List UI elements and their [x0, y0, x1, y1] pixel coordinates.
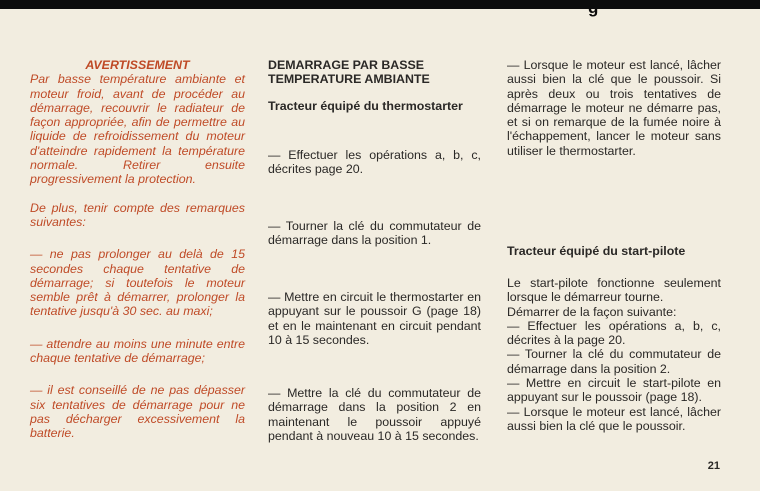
thermostarter-column: [268, 58, 481, 443]
section-heading: DEMARRAGE PAR BASSE TEMPERATURE AMBIANTE: [268, 58, 430, 87]
warning-paragraph-1: Par basse température ambiante et moteur froid, avant de procéder au démarrage, recouvrir le radiateur de façon appropriée, afin de permettre au liquide de refroidissement du moteur d'atteindre rapidement la température normale. Retirer ensuite progressivement la protection.: [30, 72, 245, 187]
header-glyph: g: [588, 0, 599, 17]
startpilot-step-3: — Mettre en circuit le start-pilote en appuyant sur le poussoir (page 18).: [507, 376, 721, 405]
warning-title: AVERTISSEMENT: [85, 58, 190, 72]
startpilot-body: [507, 276, 721, 433]
thermostarter-subheading: Tracteur équipé du thermostarter: [268, 98, 463, 113]
top-black-bar: [0, 0, 760, 9]
startpilot-intro-1: Le start-pilote fonctionne seulement lorsque le démarreur tourne.: [507, 276, 721, 305]
startpilot-intro-2: Démarrer de la façon suivante:: [507, 304, 677, 319]
warning-item-1: — ne pas prolonger au delà de 15 secondes chaque tentative de démarrage; si toutefois le moteur semble prêt à démarrer, prolonger la tentative jusqu'à 30 sec. au maxi;: [30, 247, 245, 319]
startpilot-step-1: — Effectuer les opérations a, b, c, décrites à la page 20.: [507, 318, 721, 348]
startpilot-subheading: Tracteur équipé du start-pilote: [507, 244, 686, 258]
warning-item-2: — attendre au moins une minute entre chaque tentative de démarrage;: [30, 336, 245, 366]
warning-item-3: — il est conseillé de ne pas dépasser six tentatives de démarrage pour ne pas décharger excessivement la batterie.: [30, 383, 245, 441]
thermo-step-4: — Mettre la clé du commutateur de démarrage dans la position 2 en maintenant le poussoir appuyé pendant à nouveau 10 à 15 secondes.: [268, 386, 481, 443]
startpilot-step-4: — Lorsque le moteur est lancé, lâcher aussi bien la clé que le poussoir.: [507, 404, 721, 433]
page-number: 21: [707, 460, 720, 472]
continuation-paragraph: — Lorsque le moteur est lancé, lâcher aussi bien la clé que le poussoir. Si après deux ou trois tentatives de démarrage le moteur ne démarre pas, et si on remarque de la fumée noire à l'échappement, lancer le moteur sans utiliser le thermostarter.: [507, 58, 721, 158]
startpilot-column: [507, 58, 721, 433]
thermo-step-1: — Effectuer les opérations a, b, c, décrites page 20.: [268, 148, 481, 177]
thermo-step-2: — Tourner la clé du commutateur de démarrage dans la position 1.: [268, 219, 481, 248]
warning-paragraph-2: De plus, tenir compte des remarques suivantes:: [30, 200, 245, 229]
warning-column: [30, 58, 245, 441]
startpilot-step-2: — Tourner la clé du commutateur de démarrage dans la position 2.: [507, 347, 721, 376]
thermo-step-3: — Mettre en circuit le thermostarter en appuyant sur le poussoir G (page 18) et en le maintenant en circuit pendant 10 à 15 secondes.: [268, 290, 481, 347]
